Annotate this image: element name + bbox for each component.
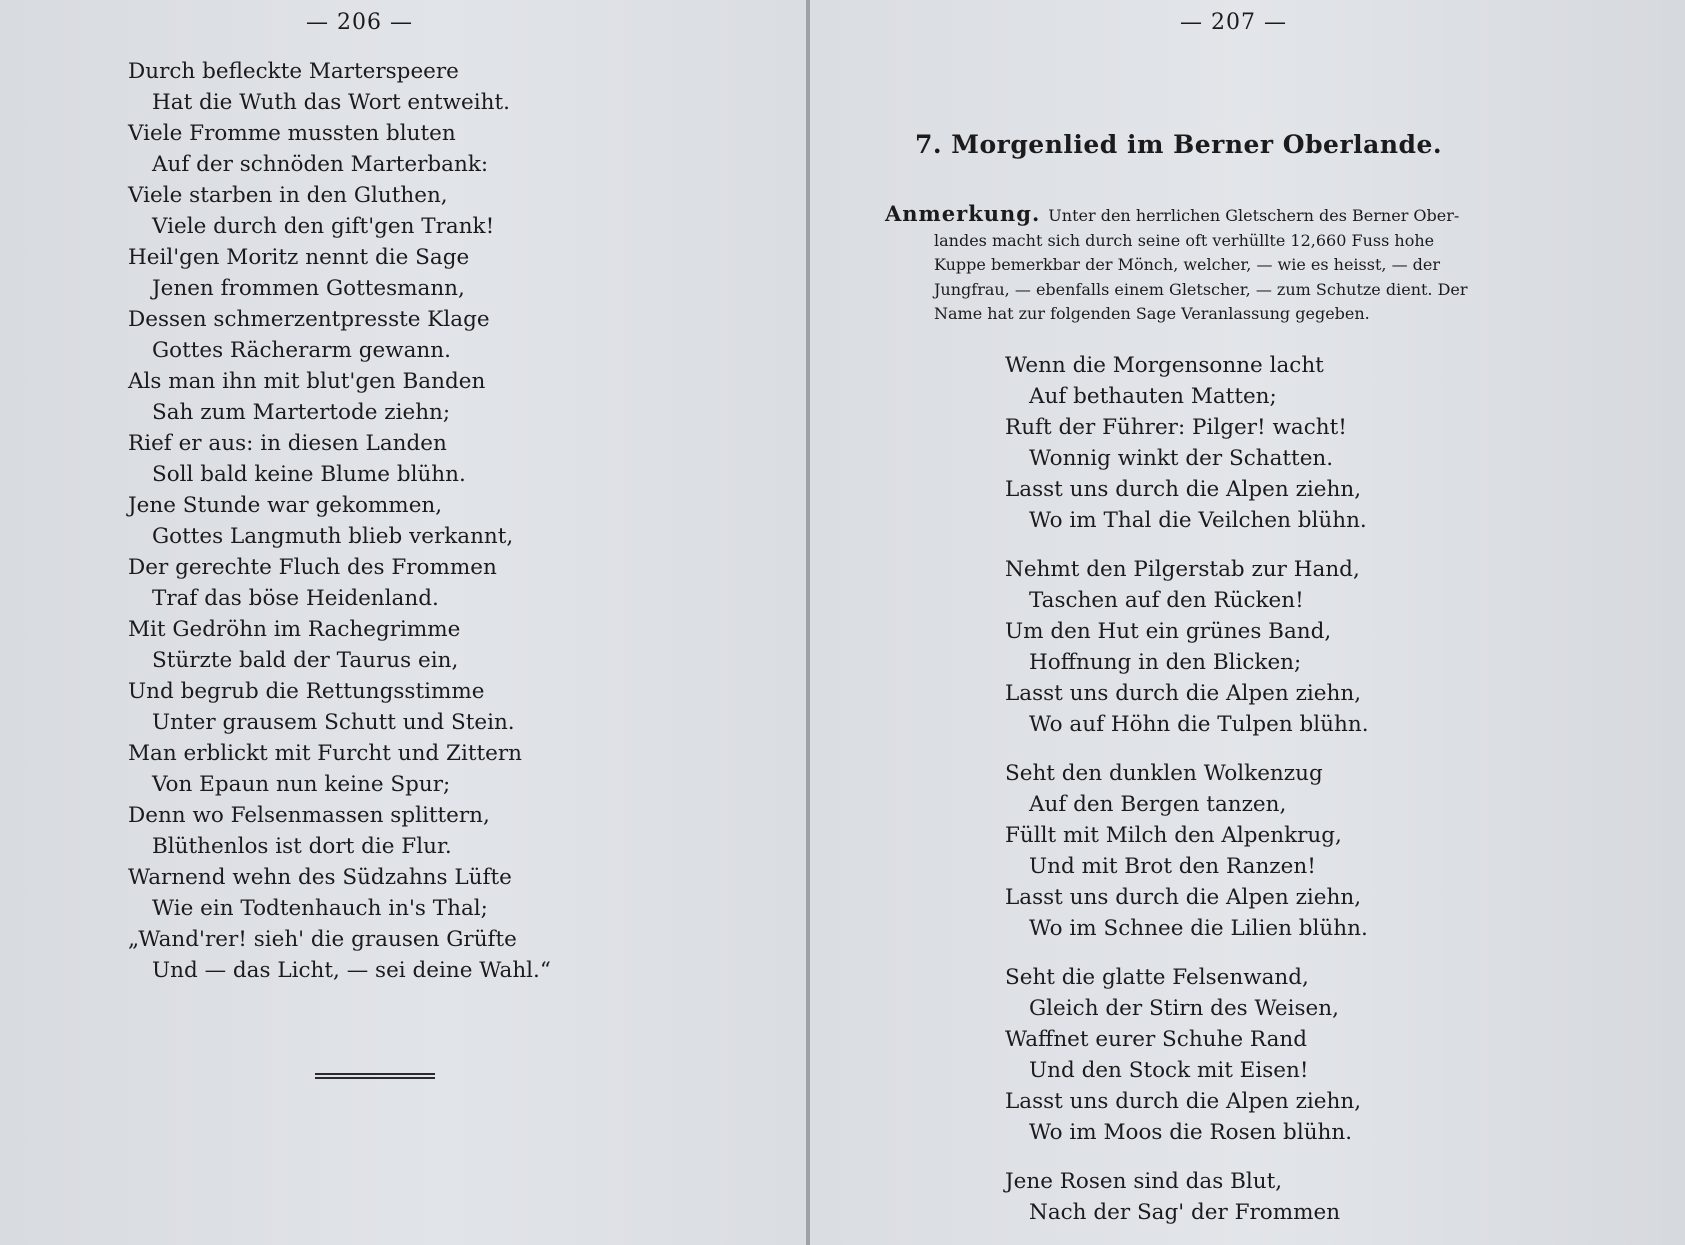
left-page — [0, 0, 808, 1245]
poem-line: Um den Hut ein grünes Band, — [1005, 619, 1332, 644]
poem-line: Wo im Thal die Veilchen blühn. — [1029, 508, 1367, 533]
poem-line: Lasst uns durch die Alpen ziehn, — [1005, 681, 1362, 706]
annotation-note — [885, 202, 1605, 327]
poem-line: Waffnet eurer Schuhe Rand — [1005, 1027, 1308, 1052]
note-line: Jungfrau, — ebenfalls einem Gletscher, — zum Schutze dient. Der — [934, 279, 1468, 299]
poem-line: Mit Gedröhn im Rachegrimme — [128, 617, 461, 642]
note-line: landes macht sich durch seine oft verhüllte 12,660 Fuss hohe — [934, 230, 1435, 250]
note-label: Anmerkung. — [885, 201, 1041, 226]
poem-line: Sah zum Martertode ziehn; — [152, 400, 451, 425]
poem-line: Gleich der Stirn des Weisen, — [1029, 996, 1339, 1021]
poem-line: Blüthenlos ist dort die Flur. — [152, 834, 452, 859]
left-poem — [128, 56, 728, 986]
poem-line: Ruft der Führer: Pilger! wacht! — [1005, 415, 1347, 440]
poem-line: Traf das böse Heidenland. — [152, 586, 439, 611]
poem-line: „Wand'rer! sieh' die grausen Grüfte — [128, 927, 517, 952]
poem-line: Wenn die Morgensonne lacht — [1005, 353, 1324, 378]
poem-line: Von Epaun nun keine Spur; — [152, 772, 451, 797]
page-number-206: — 206 — — [306, 10, 413, 35]
poem-line: Taschen auf den Rücken! — [1029, 588, 1304, 613]
poem-line: Auf bethauten Matten; — [1029, 384, 1277, 409]
note-line: Name hat zur folgenden Sage Veranlassung gegeben. — [934, 304, 1370, 323]
poem-line: Nach der Sag' der Frommen — [1029, 1200, 1341, 1225]
poem-line: Unter grausem Schutt und Stein. — [152, 710, 515, 735]
poem-line: Lasst uns durch die Alpen ziehn, — [1005, 477, 1362, 502]
poem-line: Heil'gen Moritz nennt die Sage — [128, 245, 470, 270]
poem-line: Viele durch den gift'gen Trank! — [152, 214, 495, 239]
poem-line: Und mit Brot den Ranzen! — [1029, 854, 1316, 879]
poem-line: Viele Fromme mussten bluten — [128, 121, 456, 146]
poem-line: Seht den dunklen Wolkenzug — [1005, 761, 1323, 786]
poem-line: Lasst uns durch die Alpen ziehn, — [1005, 1089, 1362, 1114]
poem-line: Und den Stock mit Eisen! — [1029, 1058, 1309, 1083]
poem-line: Auf den Bergen tanzen, — [1029, 792, 1287, 817]
poem-line: Soll bald keine Blume blühn. — [152, 462, 466, 487]
poem-line: Viele starben in den Gluthen, — [128, 183, 448, 208]
poem-line: Wo im Schnee die Lilien blühn. — [1029, 916, 1368, 941]
poem-line: Füllt mit Milch den Alpenkrug, — [1005, 823, 1342, 848]
right-poem — [1005, 350, 1605, 1240]
poem-line: Wo auf Höhn die Tulpen blühn. — [1029, 712, 1369, 737]
poem-line: Denn wo Felsenmassen splittern, — [128, 803, 490, 828]
poem-line: Warnend wehn des Südzahns Lüfte — [128, 865, 512, 890]
poem-line: Durch befleckte Marterspeere — [128, 59, 459, 84]
poem-line: Jene Rosen sind das Blut, — [1005, 1169, 1283, 1194]
poem-line: Wo im Moos die Rosen blühn. — [1029, 1120, 1353, 1145]
right-page — [810, 0, 1685, 1245]
poem-line: Nehmt den Pilgerstab zur Hand, — [1005, 557, 1360, 582]
poem-line: Wonnig winkt der Schatten. — [1029, 446, 1334, 471]
poem-line: Lasst uns durch die Alpen ziehn, — [1005, 885, 1362, 910]
poem-line: Als man ihn mit blut'gen Banden — [128, 369, 486, 394]
poem-line: Man erblickt mit Furcht und Zittern — [128, 741, 522, 766]
poem-line: Auf der schnöden Marterbank: — [152, 152, 489, 177]
poem-line: Der gerechte Fluch des Frommen — [128, 555, 497, 580]
poem-line: Und begrub die Rettungsstimme — [128, 679, 485, 704]
poem-line: Und — das Licht, — sei deine Wahl.“ — [152, 958, 551, 983]
poem-line: Dessen schmerzentpresste Klage — [128, 307, 490, 332]
poem-title: 7. Morgenlied im Berner Oberlande. — [915, 130, 1443, 159]
end-ornament — [315, 1073, 435, 1081]
poem-line: Rief er aus: in diesen Landen — [128, 431, 447, 456]
poem-line: Hat die Wuth das Wort entweiht. — [152, 90, 510, 115]
note-line: Kuppe bemerkbar der Mönch, welcher, — wie es heisst, — der — [934, 255, 1441, 274]
poem-line: Jene Stunde war gekommen, — [128, 493, 443, 518]
page-number-207: — 207 — — [1180, 10, 1287, 35]
poem-line: Gottes Langmuth blieb verkannt, — [152, 524, 514, 549]
poem-line: Seht die glatte Felsenwand, — [1005, 965, 1309, 990]
poem-line: Wie ein Todtenhauch in's Thal; — [152, 896, 488, 921]
poem-line: Stürzte bald der Taurus ein, — [152, 648, 459, 673]
poem-line: Gottes Rächerarm gewann. — [152, 338, 451, 363]
note-line: Unter den herrlichen Gletschern des Berner Ober- — [1048, 206, 1460, 225]
poem-line: Hoffnung in den Blicken; — [1029, 650, 1302, 675]
poem-line: Jenen frommen Gottesmann, — [152, 276, 465, 301]
